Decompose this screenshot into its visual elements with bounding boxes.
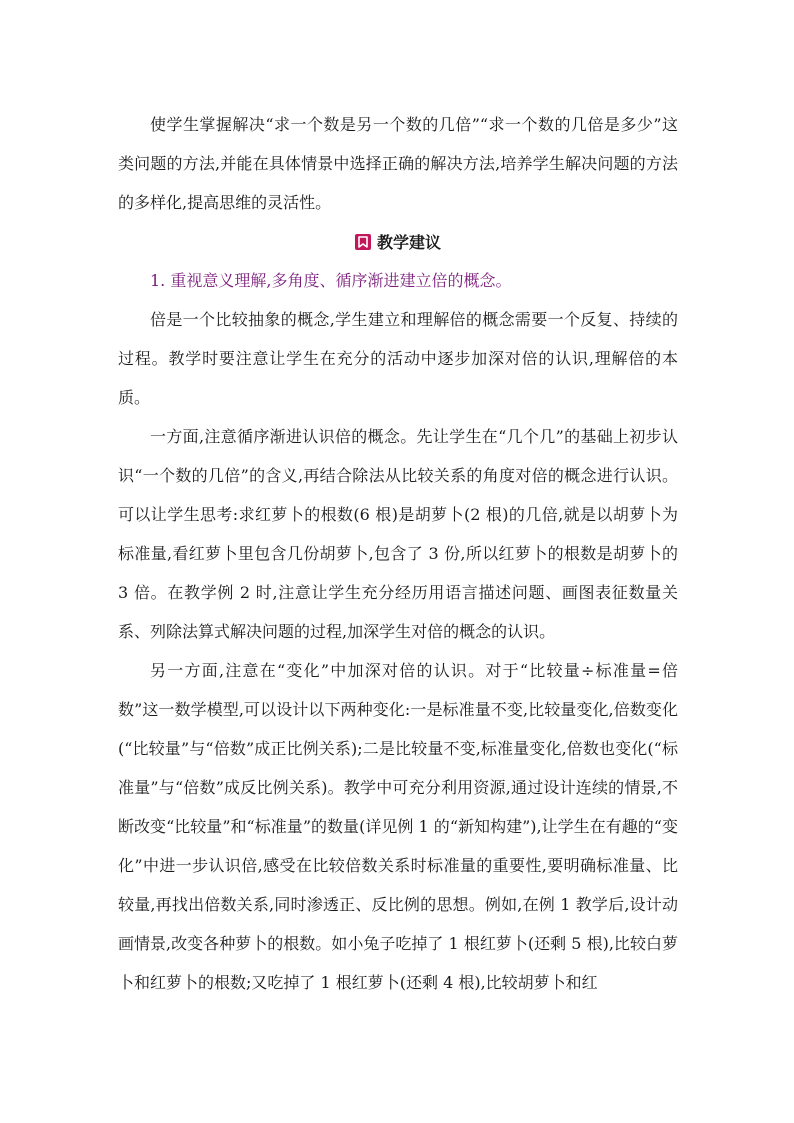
- subheading: 1. 重视意义理解,多角度、循序渐进建立倍的概念。: [150, 271, 512, 290]
- bookmark-icon: [355, 234, 371, 250]
- document-page: [118, 105, 678, 1002]
- section-header: [118, 222, 678, 261]
- intro-paragraph: 使学生掌握解决“求一个数是另一个数的几倍”“求一个数的几倍是多少”这类问题的方法,并能在具体情景中选择正确的解决方法,培养学生解决问题的方法的多样化,提高思维的灵活性。: [118, 115, 678, 212]
- section-title: 教学建议: [376, 233, 441, 252]
- body-paragraph-2: 一方面,注意循序渐进认识倍的概念。先让学生在“几个几”的基础上初步认识“一个数的几倍”的含义,再结合除法从比较关系的角度对倍的概念进行认识。可以让学生思考:求红萝卜的根数(6 根)是胡萝卜(2 根)的几倍,就是以胡萝卜为标准量,看红萝卜里包含几份胡萝卜,包含了 3 份,所以红萝卜的根数是胡萝卜的 3 倍。在教学例 2 时,注意让学生充分经历用语言描述问题、画图表征数量关系、列除法算式解决问题的过程,加深学生对倍的概念的认识。: [118, 427, 678, 641]
- body-paragraph-3: 另一方面,注意在“变化”中加深对倍的认识。对于“比较量÷标准量=倍数”这一数学模型,可以设计以下两种变化:一是标准量不变,比较量变化,倍数变化(“比较量”与“倍数”成正比例关系);二是比较量不变,标准量变化,倍数也变化(“标准量”与“倍数”成反比例关系)。教学中可充分利用资源,通过设计连续的情景,不断改变“比较量”和“标准量”的数量(详见例 1 的“新知构建”),让学生在有趣的“变化”中进一步认识倍,感受在比较倍数关系时标准量的重要性,要明确标准量、比较量,再找出倍数关系,同时渗透正、反比例的思想。例如,在例 1 教学后,设计动画情景,改变各种萝卜的根数。如小兔子吃掉了 1 根红萝卜(还剩 5 根),比较白萝卜和红萝卜的根数;又吃掉了 1 根红萝卜(还剩 4 根),比较胡萝卜和红: [118, 661, 678, 992]
- body-paragraph-1: 倍是一个比较抽象的概念,学生建立和理解倍的概念需要一个反复、持续的过程。教学时要注意让学生在充分的活动中逐步加深对倍的认识,理解倍的本质。: [118, 310, 678, 407]
